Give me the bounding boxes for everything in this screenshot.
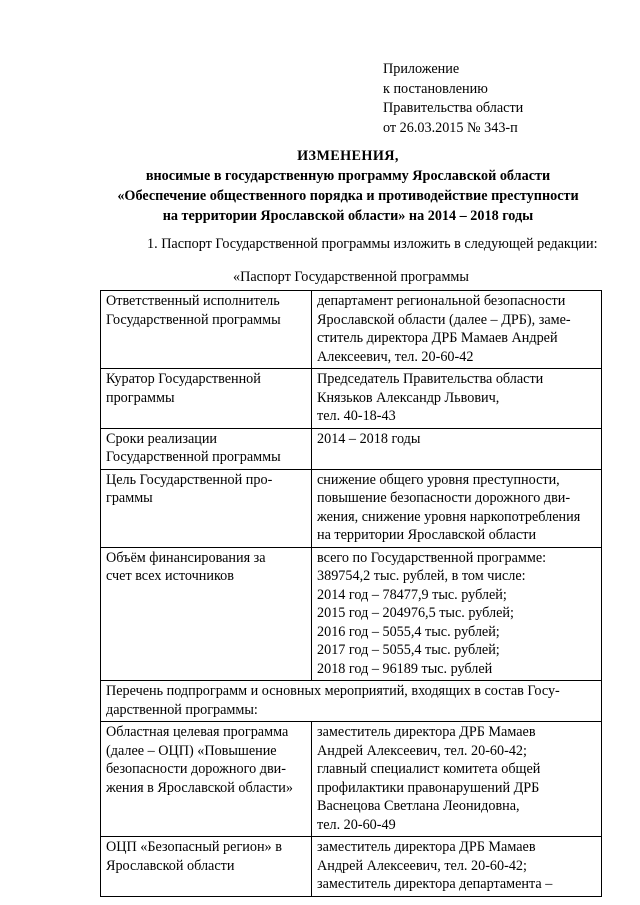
row-value-cell — [312, 369, 602, 429]
row-value-line: всего по Государственной программе: — [317, 549, 547, 566]
row-value-line: повышение безопасности дорожного дви- — [317, 490, 571, 506]
row-value-cell — [312, 469, 602, 547]
row-value-line: на территории Ярославской области — [317, 527, 537, 543]
row-value-line: 2017 год – 5055,4 тыс. рублей; — [317, 642, 500, 658]
row-label-line: Куратор Государственной — [106, 371, 261, 387]
row-label-cell — [101, 369, 312, 429]
row-value-line: Андрей Алексеевич, тел. 20-60-42; — [317, 857, 527, 874]
row-value-line: департамент региональной безопасности — [317, 293, 566, 309]
row-label-line: Государственной программы — [106, 449, 281, 465]
row-value-line: 2014 год – 78477,9 тыс. рублей; — [317, 586, 507, 603]
row-value-line: заместитель директора ДРБ Мамаев — [317, 839, 536, 855]
row-value-cell — [312, 837, 602, 897]
row-value-line: заместитель директора департамента – — [317, 876, 553, 892]
row-label-cell — [101, 291, 312, 369]
span-cell — [101, 681, 602, 722]
table-row — [101, 291, 602, 369]
row-value-line: снижение общего уровня преступности, — [317, 471, 560, 488]
row-label-line: программы — [106, 389, 175, 406]
appendix-line: к постановлению — [383, 80, 488, 97]
row-value-cell — [312, 547, 602, 681]
row-label-cell — [101, 469, 312, 547]
heading-line: «Обеспечение общественного порядка и противодействие преступности — [117, 188, 579, 204]
row-label-cell — [101, 722, 312, 837]
passport-table — [100, 290, 602, 897]
row-value-line: тел. 20-60-49 — [317, 816, 396, 833]
row-value-line: главный специалист комитета общей — [317, 761, 541, 777]
heading-line: вносимые в государственную программу Ярославской области — [145, 168, 551, 184]
span-line: Перечень подпрограмм и основных мероприятий, входящих в состав Госу- — [106, 683, 560, 699]
row-value-line: Ярославской области (далее – ДРБ), заме- — [317, 311, 571, 328]
body-paragraph: 1. Паспорт Государственной программы изложить в следующей редакции: — [147, 236, 598, 252]
appendix-line: Приложение — [383, 61, 460, 77]
table-row — [101, 469, 602, 547]
table-span-row — [101, 681, 602, 722]
table-row — [101, 428, 602, 469]
row-value-line: Васнецова Светлана Леонидовна, — [317, 798, 520, 814]
table-row — [101, 369, 602, 429]
row-label-line: Ответственный исполнитель — [106, 293, 280, 309]
row-label-line: Ярославской области — [106, 857, 235, 874]
appendix-line: от 26.03.2015 № 343-п — [383, 119, 518, 136]
row-value-line: 389754,2 тыс. рублей, в том числе: — [317, 568, 526, 584]
heading-line: на территории Ярославской области» на 2014 – 2018 годы — [162, 208, 534, 224]
span-line: дарственной программы: — [106, 701, 258, 718]
row-value-line: Алексеевич, тел. 20-60-42 — [317, 348, 474, 365]
row-label-line: ОЦП «Безопасный регион» в — [106, 839, 282, 855]
heading-title: ИЗМЕНЕНИЯ, — [297, 148, 399, 164]
row-label-line: Объём финансирования за — [106, 549, 266, 566]
table-row — [101, 722, 602, 837]
row-value-line: заместитель директора ДРБ Мамаев — [317, 724, 536, 740]
row-label-line: Областная целевая программа — [106, 724, 289, 740]
row-value-cell — [312, 291, 602, 369]
row-value-line: ститель директора ДРБ Мамаев Андрей — [317, 330, 558, 346]
row-label-line: Цель Государственной про- — [106, 471, 273, 488]
row-value-line: 2018 год – 96189 тыс. рублей — [317, 660, 493, 677]
row-value-line: 2015 год – 204976,5 тыс. рублей; — [317, 605, 514, 621]
row-value-cell — [312, 428, 602, 469]
row-label-cell — [101, 428, 312, 469]
row-label-line: Государственной программы — [106, 311, 281, 328]
row-label-cell — [101, 547, 312, 681]
row-label-line: безопасности дорожного дви- — [106, 761, 286, 777]
appendix-line: Правительства области — [383, 100, 524, 116]
row-value-line: 2014 – 2018 годы — [317, 430, 421, 447]
row-value-line: профилактики правонарушений ДРБ — [317, 779, 540, 796]
row-label-line: (далее – ОЦП) «Повышение — [106, 742, 277, 759]
row-value-line: 2016 год – 5055,4 тыс. рублей; — [317, 623, 500, 640]
row-value-line: Председатель Правительства области — [317, 371, 544, 387]
row-value-line: Андрей Алексеевич, тел. 20-60-42; — [317, 742, 527, 759]
passport-title: «Паспорт Государственной программы — [233, 269, 469, 285]
table-row — [101, 547, 602, 681]
row-label-line: граммы — [106, 490, 153, 506]
row-value-line: жения, снижение уровня наркопотребления — [317, 508, 581, 525]
row-value-cell — [312, 722, 602, 837]
appendix-block — [383, 60, 623, 138]
document-heading — [96, 146, 600, 226]
row-label-line: Сроки реализации — [106, 430, 218, 447]
row-label-line: счет всех источников — [106, 568, 234, 584]
row-value-line: тел. 40-18-43 — [317, 408, 396, 424]
table-row — [101, 837, 602, 897]
row-label-cell — [101, 837, 312, 897]
row-value-line: Князьков Александр Львович, — [317, 389, 500, 406]
row-label-line: жения в Ярославской области» — [106, 779, 293, 796]
